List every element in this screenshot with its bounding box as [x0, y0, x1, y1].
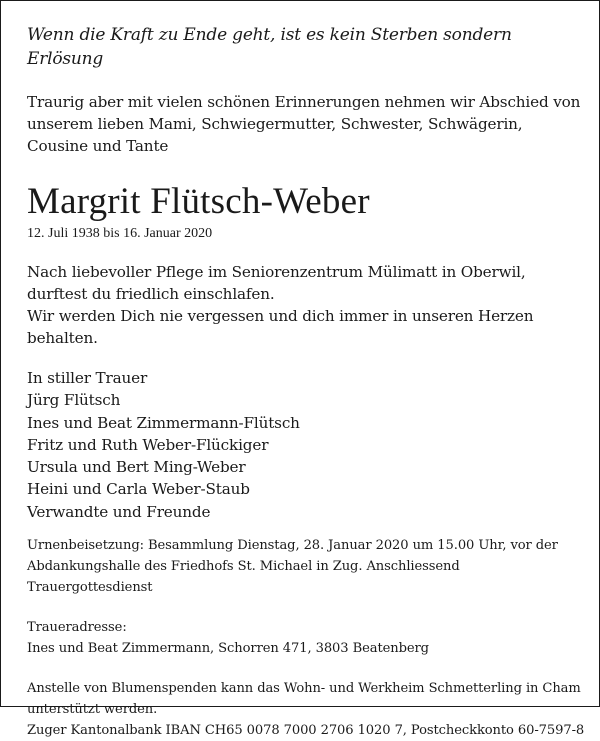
mourner-item: Ines und Beat Zimmermann-Flütsch — [27, 413, 300, 432]
address-value: Ines und Beat Zimmermann, Schorren 471, 3803 Beatenberg — [27, 641, 429, 657]
urn-burial-section — [27, 535, 587, 598]
deceased-name: Margrit Flütsch-Weber — [27, 181, 370, 222]
donation-text: Anstelle von Blumenspenden kann das Wohn- und Werkheim Schmetterling in Cham unterstützt werden. — [27, 681, 581, 718]
mourner-item: Verwandte und Freunde — [27, 502, 211, 521]
mourner-item: Fritz und Ruth Weber-Flückiger — [27, 435, 269, 454]
mourners-list — [27, 367, 587, 523]
mourner-item: Jürg Flütsch — [27, 391, 121, 410]
life-dates: 12. Juli 1938 bis 16. Januar 2020 — [27, 226, 213, 241]
message-line-1: Nach liebevoller Pflege im Seniorenzentrum Mülimatt in Oberwil, durftest du friedlich einschlafen. — [27, 263, 526, 303]
mourner-item: In stiller Trauer — [27, 369, 148, 387]
message-text — [27, 261, 587, 349]
bank-details: Zuger Kantonalbank IBAN CH65 0078 7000 2706 1020 7, Postcheckkonto 60-7597-8 — [27, 723, 585, 739]
address-label: Traueradresse: — [27, 620, 127, 636]
message-line-2: Wir werden Dich nie vergessen und dich immer in unseren Herzen behalten. — [27, 307, 534, 347]
intro-text: Traurig aber mit vielen schönen Erinnerungen nehmen wir Abschied von unserem lieben Mami, Schwiegermutter, Schwester, Schwägerin, Cousine und Tante — [27, 93, 581, 155]
motto-quote: Wenn die Kraft zu Ende geht, ist es kein Sterben sondern Erlösung — [27, 25, 512, 69]
urn-burial-text: Urnenbeisetzung: Besammlung Dienstag, 28. Januar 2020 um 15.00 Uhr, vor der Abdankungshalle des Friedhofs St. Michael in Zug. Anschliessend Trauergottesdienst — [27, 538, 558, 596]
address-section — [27, 617, 587, 659]
mourner-item: Heini und Carla Weber-Staub — [27, 480, 250, 499]
donation-section — [27, 678, 587, 741]
mourner-item: Ursula und Bert Ming-Weber — [27, 458, 246, 477]
obituary-content — [27, 23, 587, 741]
